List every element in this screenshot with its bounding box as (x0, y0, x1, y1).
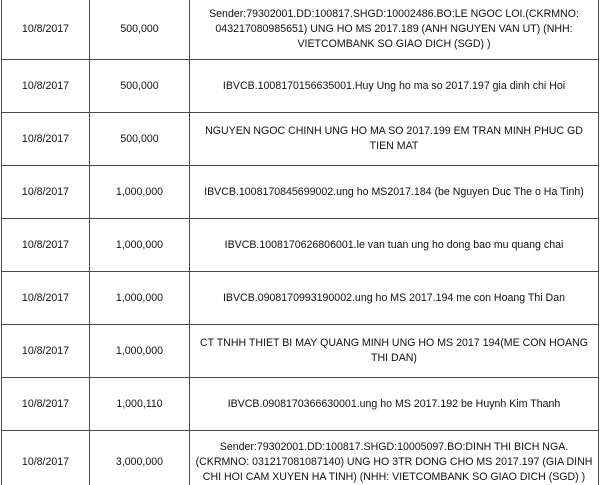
table-row (2, 272, 599, 325)
donation-ledger-table (1, 0, 599, 485)
table-row (2, 60, 599, 113)
description-cell: IBVCB.1008170626806001.le van tuan ung ho dong bao mu quang chai (190, 219, 599, 272)
table-row (2, 219, 599, 272)
date-cell: 10/8/2017 (2, 325, 90, 378)
amount-cell: 1,000,000 (90, 166, 190, 219)
description-cell: NGUYEN NGOC CHINH UNG HO MA SO 2017.199 EM TRAN MINH PHUC GD TIEN MAT (190, 113, 599, 166)
description-cell: IBVCB.1008170845699002.ung ho MS2017.184 (be Nguyen Duc The o Ha Tinh) (190, 166, 599, 219)
date-cell: 10/8/2017 (2, 431, 90, 485)
amount-cell: 500,000 (90, 113, 190, 166)
date-cell: 10/8/2017 (2, 0, 90, 60)
amount-cell: 500,000 (90, 0, 190, 60)
date-cell: 10/8/2017 (2, 113, 90, 166)
amount-cell: 1,000,000 (90, 219, 190, 272)
date-cell: 10/8/2017 (2, 166, 90, 219)
table-row (2, 431, 599, 485)
amount-cell: 1,000,000 (90, 325, 190, 378)
description-cell: IBVCB.0908170993190002.ung ho MS 2017.194 me con Hoang Thi Dan (190, 272, 599, 325)
amount-cell: 1,000,110 (90, 378, 190, 431)
date-cell: 10/8/2017 (2, 272, 90, 325)
amount-cell: 3,000,000 (90, 431, 190, 485)
description-cell: IBVCB.0908170366630001.ung ho MS 2017.192 be Huynh Kim Thanh (190, 378, 599, 431)
amount-cell: 1,000,000 (90, 272, 190, 325)
table-row (2, 0, 599, 60)
table-row (2, 378, 599, 431)
description-cell: CT TNHH THIET BI MAY QUANG MINH UNG HO MS 2017 194(ME CON HOANG THI DAN) (190, 325, 599, 378)
date-cell: 10/8/2017 (2, 378, 90, 431)
table-row (2, 325, 599, 378)
table-row (2, 113, 599, 166)
ledger-body (2, 0, 599, 485)
description-cell: IBVCB.1008170156635001.Huy Ung ho ma so 2017.197 gia dinh chi Hoi (190, 60, 599, 113)
description-cell: Sender:79302001.DD:100817.SHGD:10005097.BO:DINH THI BICH NGA.(CKRMNO: 031217081087140) UNG HO 3TR DONG CHO MS 2017.197 (GIA DINH CHI HOI CAM XUYEN HA TINH) (NHH: VIETCOMBANK SO GIAO DICH (SGD) ) (190, 431, 599, 485)
table-row (2, 166, 599, 219)
description-cell: Sender:79302001.DD:100817.SHGD:10002486.BO:LE NGOC LOI.(CKRMNO: 043217080985651) UNG HO MS 2017.189 (ANH NGUYEN VAN UT) (NHH: VIETCOMBANK SO GIAO DICH (SGD) ) (190, 0, 599, 60)
amount-cell: 500,000 (90, 60, 190, 113)
date-cell: 10/8/2017 (2, 60, 90, 113)
date-cell: 10/8/2017 (2, 219, 90, 272)
